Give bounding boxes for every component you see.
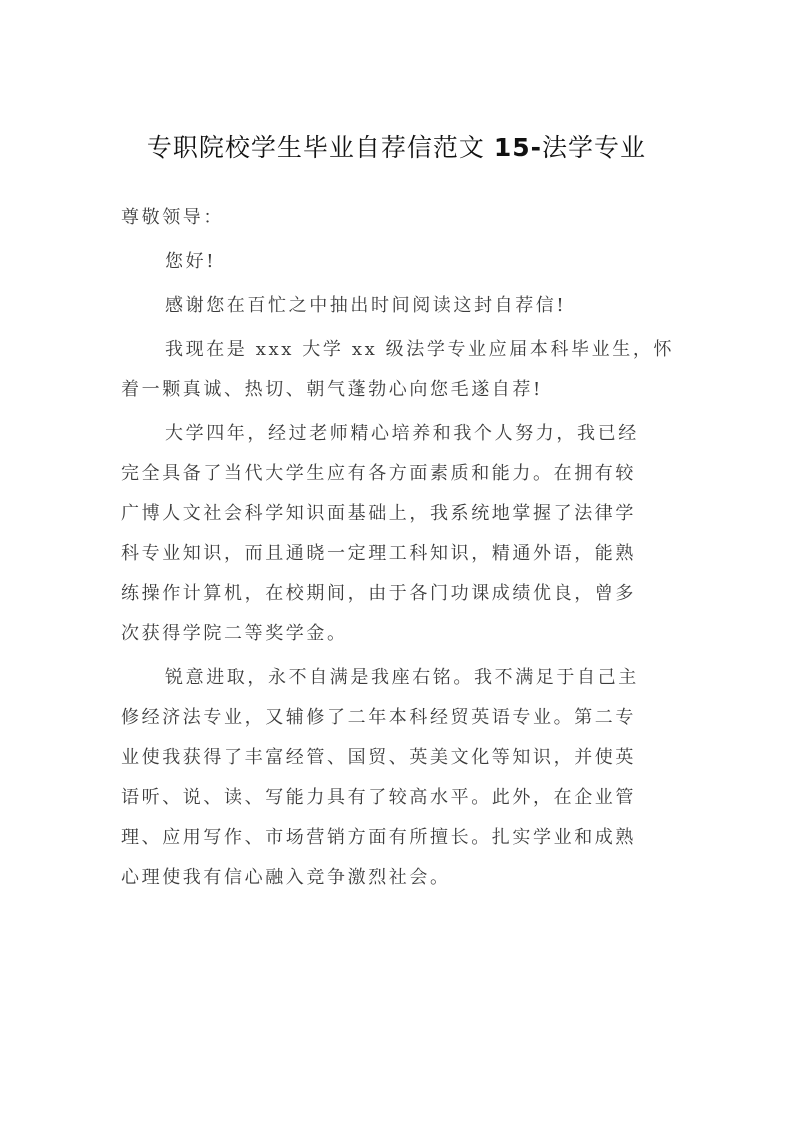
paragraph-line: 科专业知识，而且通晓一定理工科知识，精通外语，能熟 (121, 543, 636, 564)
paragraph-line: 大学四年，经过老师精心培养和我个人努力，我已经 (165, 423, 639, 444)
paragraph-line: 修经济法专业，又辅修了二年本科经贸英语专业。第二专 (121, 707, 636, 728)
paragraph-line: 语听、说、读、写能力具有了较高水平。此外，在企业管 (121, 787, 636, 808)
paragraph-line: 练操作计算机，在校期间，由于各门功课成绩优良，曾多 (121, 583, 636, 604)
letter-body (121, 198, 675, 898)
paragraph-line: 次获得学院二等奖学金。 (121, 623, 348, 644)
paragraph-line: 着一颗真诚、热切、朝气蓬勃心向您毛遂自荐! (121, 379, 543, 400)
paragraph-university-years (121, 414, 671, 654)
greeting: 您好! (165, 251, 217, 272)
paragraph-line: 我现在是 xxx 大学 xx 级法学专业应届本科毕业生，怀 (165, 339, 675, 360)
paragraph-introduction (121, 330, 675, 410)
paragraph-line: 业使我获得了丰富经管、国贸、英美文化等知识，并使英 (121, 747, 636, 768)
paragraph-line: 锐意进取，永不自满是我座右铭。我不满足于自己主 (165, 667, 639, 688)
title-number: 15- (493, 133, 543, 162)
salutation: 尊敬领导： (121, 207, 224, 228)
paragraph-line: 心理使我有信心融入竞争激烈社会。 (121, 867, 451, 888)
document-title (0, 128, 793, 164)
paragraph-motto (121, 658, 671, 898)
title-prefix: 专职院校学生毕业自荐信范文 (146, 133, 494, 162)
paragraph-line: 感谢您在百忙之中抽出时间阅读这封自荐信! (165, 295, 567, 316)
title-suffix: 法学专业 (542, 133, 647, 162)
paragraph-line: 完全具备了当代大学生应有各方面素质和能力。在拥有较 (121, 463, 636, 484)
paragraph-line: 广博人文社会科学知识面基础上，我系统地掌握了法律学 (121, 503, 636, 524)
paragraph-thanks (121, 286, 671, 326)
paragraph-line: 理、应用写作、市场营销方面有所擅长。扎实学业和成熟 (121, 827, 636, 848)
